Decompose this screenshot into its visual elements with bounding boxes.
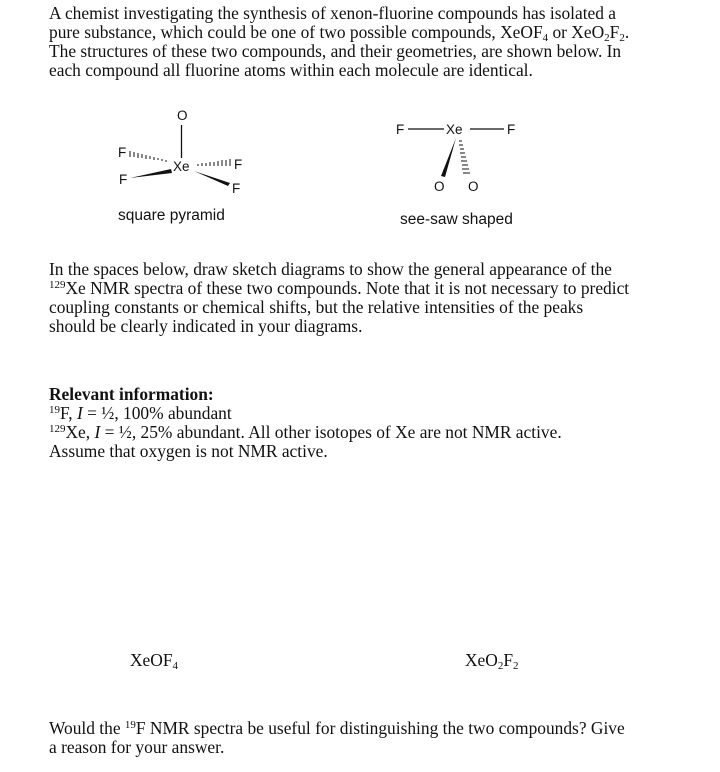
q2-line-1: Would the $^{19}$F NMR spectra be useful for distinguishing the two compounds? Give [49, 718, 625, 738]
question-1 [49, 260, 689, 336]
q1-line-1: In the spaces below, draw sketch diagrams to show the general appearance of the [49, 259, 612, 279]
atom-f-back-left: F [118, 145, 127, 160]
atom-xe-right: Xe [446, 122, 463, 137]
atom-f-front-left: F [119, 172, 128, 187]
square-pyramid-structure [118, 108, 242, 196]
intro-line-3: The structures of these two compounds, and their geometries, are shown below. In [49, 41, 622, 61]
q1-line-3: coupling constants or chemical shifts, but the relative intensities of the peaks [49, 297, 584, 317]
label-xeo2f2: $XeO_2F_2$ [465, 650, 519, 672]
see-saw-caption: see-saw shaped [400, 211, 513, 228]
atom-o-left: O [434, 179, 445, 194]
atom-f-left: F [396, 122, 405, 137]
relevant-information [49, 385, 689, 461]
relevant-xe129: $^{129}$Xe, I = ½, 25% abundant. All other isotopes of Xe are not NMR active. [49, 422, 562, 442]
intro-line-2: pure substance, which could be one of two possible compounds, XeOF$_4$ or $XeO_2F_2$. [49, 22, 630, 44]
atom-o-top: O [177, 108, 188, 123]
intro-line-4: each compound all fluorine atoms within each molecule are identical. [49, 60, 533, 80]
see-saw-structure [396, 122, 515, 194]
relevant-heading: Relevant information: [49, 384, 214, 404]
q1-line-4: should be clearly indicated in your diagrams. [49, 316, 363, 336]
label-xeof4: XeOF$_4$ [130, 650, 179, 672]
question-2 [49, 719, 689, 757]
atom-f-front-right: F [232, 181, 241, 196]
relevant-oxygen: Assume that oxygen is not NMR active. [49, 441, 328, 461]
relevant-f19: $^{19}$F, I = ½, 100% abundant [49, 403, 232, 423]
intro-line-1: A chemist investigating the synthesis of xenon-fluorine compounds has isolated a [49, 3, 617, 23]
atom-f-right: F [507, 122, 516, 137]
atom-f-back-right: F [234, 157, 243, 172]
atom-o-right: O [468, 179, 479, 194]
molecular-structures [0, 0, 720, 240]
q2-line-2: a reason for your answer. [49, 737, 225, 757]
atom-xe-left: Xe [173, 159, 190, 174]
q1-line-2: $^{129}$Xe NMR spectra of these two compounds. Note that it is not necessary to predict [49, 278, 630, 298]
square-pyramid-caption: square pyramid [118, 207, 225, 224]
